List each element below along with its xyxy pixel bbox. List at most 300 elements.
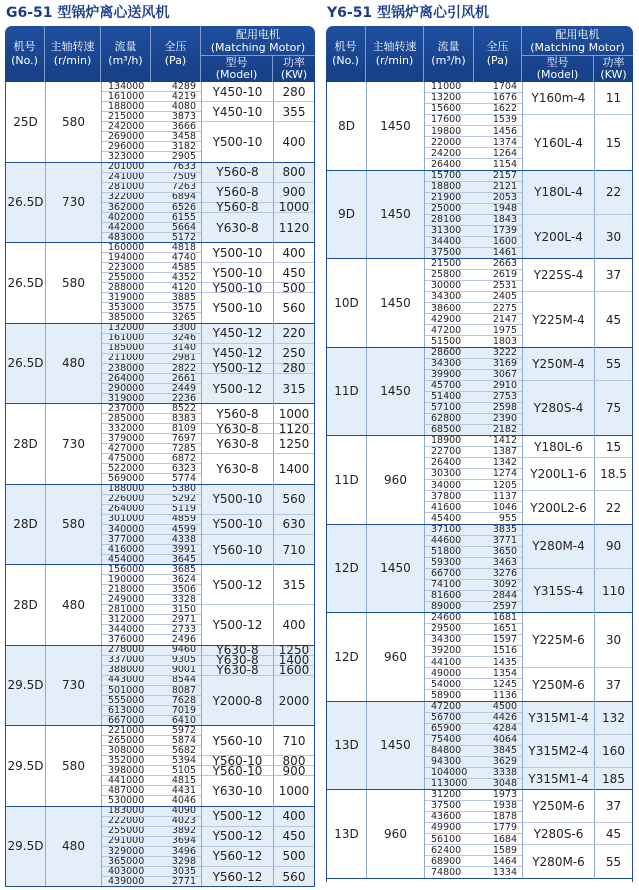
flow-pressure-row [102, 394, 201, 403]
flow-pressure-row [102, 213, 201, 223]
flow-pressure-row [102, 877, 201, 886]
flow-pressure-list [425, 525, 523, 613]
motor-power: 710 [282, 733, 306, 748]
pressure-value: 9001 [171, 665, 196, 676]
flow-value: 62800 [431, 413, 462, 425]
motor-row [523, 823, 632, 845]
flow-value: 15700 [431, 170, 462, 181]
motor-power: 400 [282, 809, 306, 824]
motor-list [202, 324, 314, 404]
flow-value: 323000 [108, 152, 145, 162]
header-motor: 配用电机 (Matching Motor) [522, 26, 633, 56]
pressure-value: 2405 [492, 292, 517, 303]
fan-number: 29.5D [6, 646, 46, 726]
pressure-value: 4090 [171, 806, 196, 817]
pressure-value: 7628 [171, 695, 196, 706]
pressure-value: 6872 [171, 454, 196, 465]
flow-pressure-row [102, 102, 201, 112]
pressure-value: 4352 [171, 273, 196, 283]
motor-power: 15 [605, 439, 622, 454]
pressure-value: 5105 [171, 766, 196, 777]
pressure-value: 2910 [492, 380, 517, 391]
motor-power: 45 [605, 312, 622, 327]
flow-pressure-row [425, 348, 522, 359]
motor-power: 15 [605, 135, 622, 150]
pressure-value: 4740 [171, 253, 196, 263]
pressure-value: 5292 [171, 494, 196, 505]
motor-model: Y630-8 [202, 666, 274, 675]
flow-pressure-row [425, 137, 522, 148]
flow-pressure-row [102, 646, 201, 656]
motor-model: Y315M1-4 [523, 702, 595, 734]
flow-pressure-row [102, 827, 201, 837]
flow-value: 388000 [108, 665, 145, 676]
flow-pressure-row [425, 171, 522, 182]
shaft-speed: 960 [367, 613, 425, 701]
flow-value: 21900 [431, 192, 462, 203]
flow-pressure-row [425, 491, 522, 502]
motor-list [202, 565, 314, 645]
flow-pressure-row [425, 768, 522, 779]
pressure-value: 5774 [171, 474, 196, 484]
flow-value: 51500 [431, 336, 462, 347]
shaft-speed: 580 [46, 726, 102, 806]
motor-row [202, 122, 314, 162]
motor-power: 1000 [278, 784, 310, 799]
motor-model: Y250M-6 [523, 790, 595, 822]
motor-row [523, 790, 632, 823]
flow-value: 66700 [431, 568, 462, 580]
motor-model: Y500-12 [202, 374, 274, 404]
pressure-value: 5380 [171, 484, 196, 495]
pressure-value: 4289 [171, 82, 196, 92]
motor-row [523, 613, 632, 668]
flow-value: 337000 [108, 655, 145, 666]
motor-power: 800 [282, 753, 306, 768]
motor-model: Y500-10 [202, 515, 274, 534]
pressure-value: 3265 [171, 313, 196, 323]
motor-power: 315 [282, 381, 306, 396]
motor-power: 37 [605, 677, 622, 692]
pressure-value: 7019 [171, 705, 196, 716]
flow-value: 377000 [108, 534, 145, 545]
pressure-value: 9305 [171, 655, 196, 666]
flow-pressure-row [102, 525, 201, 535]
pressure-value: 2053 [492, 192, 517, 203]
motor-model: Y160L-4 [523, 115, 595, 170]
motor-list [202, 82, 314, 162]
flow-pressure-row [425, 403, 522, 414]
pressure-value: 3182 [171, 142, 196, 153]
flow-pressure-row [102, 575, 201, 585]
flow-value: 25000 [431, 203, 462, 214]
pressure-value: 4818 [171, 243, 196, 253]
flow-value: 22700 [431, 447, 462, 458]
flow-pressure-row [425, 668, 522, 679]
flow-value: 183000 [108, 806, 145, 817]
panel-title: Y6-51 型锅炉离心引风机 [327, 5, 490, 21]
motor-power: 900 [282, 185, 306, 200]
flow-value: 22000 [431, 137, 462, 148]
pressure-value: 3624 [171, 575, 196, 585]
pressure-value: 3035 [171, 866, 196, 877]
flow-value: 34400 [431, 236, 462, 248]
flow-value: 21500 [431, 259, 462, 270]
pressure-value: 3169 [492, 358, 517, 369]
flow-pressure-row [425, 226, 522, 237]
flow-pressure-row [102, 656, 201, 666]
flow-value: 264000 [108, 504, 145, 515]
pressure-value: 4219 [171, 92, 196, 102]
flow-pressure-row [102, 807, 201, 817]
flow-value: 160000 [108, 243, 145, 253]
pressure-value: 1136 [492, 690, 517, 701]
motor-power: 30 [605, 229, 622, 244]
motor-model: Y500-10 [202, 485, 274, 514]
fan-number: 26.5D [6, 163, 46, 243]
flow-pressure-row [102, 82, 201, 92]
flow-value: 56700 [431, 712, 462, 723]
flow-value: 132000 [108, 323, 145, 334]
motor-list [202, 163, 314, 243]
motor-power: 132 [602, 710, 625, 725]
flow-pressure-list [425, 348, 523, 436]
flow-pressure-row [102, 545, 201, 555]
flow-pressure-list [102, 646, 202, 726]
pressure-value: 3067 [492, 369, 517, 380]
flow-value: 255000 [108, 273, 145, 283]
pressure-value: 2971 [171, 615, 196, 626]
motor-power: 560 [282, 492, 306, 507]
motor-row [523, 115, 632, 170]
flow-value: 51400 [431, 391, 462, 403]
motor-power: 55 [605, 854, 622, 869]
flow-value: 269000 [108, 132, 145, 143]
motor-row [523, 458, 632, 491]
motor-model: Y180L-6 [523, 436, 595, 457]
flow-value: 34000 [431, 480, 462, 491]
pressure-value: 2182 [492, 424, 517, 435]
flow-value: 57100 [431, 402, 462, 414]
flow-value: 45700 [431, 380, 462, 391]
flow-value: 68500 [431, 424, 462, 435]
flow-pressure-row [102, 867, 201, 877]
pressure-value: 4080 [171, 102, 196, 112]
motor-power: 1400 [278, 653, 310, 668]
flow-value: 226000 [108, 494, 145, 505]
pressure-value: 5119 [171, 504, 196, 515]
pressure-value: 4500 [492, 701, 517, 712]
flow-pressure-row [102, 615, 201, 625]
flow-value: 439000 [108, 876, 145, 886]
flow-value: 28600 [431, 347, 462, 358]
pressure-value: 1334 [492, 867, 517, 878]
flow-value: 667000 [108, 715, 145, 725]
flow-value: 47200 [431, 325, 462, 336]
flow-value: 223000 [108, 263, 145, 273]
fan-number: 9D [327, 171, 367, 259]
pressure-value: 1137 [492, 491, 517, 502]
flow-pressure-list [425, 613, 523, 701]
flow-value: 237000 [108, 404, 145, 414]
flow-pressure-row [102, 404, 201, 414]
flow-value: 569000 [108, 474, 145, 484]
flow-value: 362000 [108, 202, 145, 213]
pressure-value: 2531 [492, 281, 517, 292]
flow-pressure-row [425, 359, 522, 370]
pressure-value: 2844 [492, 590, 517, 602]
pressure-value: 3629 [492, 756, 517, 768]
flow-value: 37100 [431, 524, 462, 535]
shaft-speed: 1450 [367, 702, 425, 790]
header-no: 机号 (No.) [326, 26, 366, 82]
flow-value: 487000 [108, 786, 145, 797]
pressure-value: 2597 [492, 601, 517, 612]
motor-row [202, 867, 314, 887]
pressure-value: 1274 [492, 469, 517, 480]
flow-pressure-row [425, 370, 522, 381]
flow-pressure-row [102, 736, 201, 746]
flow-value: 403000 [108, 866, 145, 877]
flow-pressure-list [425, 702, 523, 790]
flow-pressure-row [425, 82, 522, 93]
motor-model: Y200L1-6 [523, 458, 595, 490]
flow-value: 475000 [108, 454, 145, 465]
flow-pressure-list [102, 726, 202, 806]
pressure-value: 3458 [171, 132, 196, 143]
pressure-value: 3276 [492, 568, 517, 580]
flow-value: 161000 [108, 333, 145, 344]
flow-pressure-row [102, 746, 201, 756]
flow-pressure-row [102, 142, 201, 152]
pressure-value: 7633 [171, 162, 196, 173]
pressure-value: 6526 [171, 202, 196, 213]
flow-value: 301000 [108, 514, 145, 525]
motor-power: 500 [282, 280, 306, 295]
pressure-value: 3650 [492, 546, 517, 557]
flow-value: 89000 [431, 601, 462, 612]
flow-pressure-row [425, 690, 522, 700]
motor-row [202, 565, 314, 605]
motor-power: 315 [282, 577, 306, 592]
pressure-value: 1973 [492, 790, 517, 801]
pressure-value: 3092 [492, 579, 517, 591]
pressure-value: 1245 [492, 679, 517, 690]
pressure-value: 5172 [171, 232, 196, 242]
pressure-value: 8109 [171, 424, 196, 434]
motor-row [523, 215, 632, 259]
pressure-value: 1342 [492, 458, 517, 469]
flow-pressure-list [425, 790, 523, 878]
flow-value: 322000 [108, 192, 145, 203]
flow-pressure-row [102, 535, 201, 545]
motor-power: 800 [282, 165, 306, 180]
flow-value: 74800 [431, 867, 462, 878]
flow-value: 308000 [108, 746, 145, 756]
pressure-value: 3771 [492, 535, 517, 546]
pressure-value: 1681 [492, 613, 517, 624]
shaft-speed: 960 [367, 790, 425, 878]
flow-value: 54000 [431, 679, 462, 690]
header-model: 型号 (Model) [201, 56, 273, 82]
flow-pressure-row [102, 273, 201, 283]
fan-number: 29.5D [6, 807, 46, 887]
flow-value: 221000 [108, 726, 145, 736]
fan-group [327, 259, 632, 348]
flow-value: 290000 [108, 383, 145, 394]
flow-value: 39900 [431, 369, 462, 380]
fan-group [6, 404, 314, 485]
flow-pressure-row [425, 447, 522, 458]
flow-pressure-row [102, 364, 201, 374]
motor-model: Y450-10 [202, 82, 274, 101]
pressure-value: 3300 [171, 323, 196, 334]
flow-value: 37800 [431, 491, 462, 502]
flow-value: 613000 [108, 705, 145, 716]
motor-list [523, 702, 632, 790]
motor-row [202, 535, 314, 565]
pressure-value: 3885 [171, 293, 196, 304]
motor-model: Y500-12 [202, 364, 274, 373]
motor-model: Y315S-4 [523, 569, 595, 613]
flow-value: 185000 [108, 343, 145, 354]
table-body [326, 82, 633, 882]
flow-value: 296000 [108, 142, 145, 153]
flow-pressure-row [425, 193, 522, 204]
motor-power: 1120 [278, 220, 310, 235]
motor-row [523, 82, 632, 115]
motor-row [523, 171, 632, 215]
motor-row [202, 663, 314, 678]
motor-list [523, 525, 632, 613]
flow-pressure-list [425, 82, 523, 170]
pressure-value: 1464 [492, 856, 517, 867]
flow-value: 18800 [431, 181, 462, 192]
motor-power: 1000 [278, 406, 310, 421]
flow-value: 13200 [431, 93, 462, 104]
motor-model: Y200L-4 [523, 215, 595, 259]
pressure-value: 2981 [171, 353, 196, 364]
flow-pressure-row [102, 716, 201, 725]
flow-value: 25800 [431, 270, 462, 281]
motor-model: Y500-10 [202, 293, 274, 323]
flow-value: 443000 [108, 675, 145, 686]
panel-title: G6-51 型锅炉离心送风机 [6, 5, 170, 21]
motor-model: Y250M-4 [523, 348, 595, 380]
flow-pressure-row [102, 605, 201, 615]
flow-value: 24200 [431, 148, 462, 159]
pressure-value: 1539 [492, 115, 517, 126]
flow-pressure-row [425, 536, 522, 547]
shaft-speed: 1450 [367, 348, 425, 436]
flow-pressure-row [102, 786, 201, 796]
fan-number: 12D [327, 525, 367, 613]
flow-value: 454000 [108, 554, 145, 564]
motor-row [202, 421, 314, 436]
flow-value: 11000 [431, 82, 462, 93]
flow-pressure-row [102, 283, 201, 293]
motor-model: Y2000-8 [202, 676, 274, 726]
flow-pressure-row [425, 270, 522, 281]
motor-row [523, 525, 632, 569]
flow-value: 24600 [431, 613, 462, 624]
motor-row [202, 676, 314, 726]
flow-pressure-row [102, 766, 201, 776]
motor-row [202, 280, 314, 295]
shaft-speed: 730 [46, 646, 102, 726]
flow-value: 281000 [108, 605, 145, 616]
flow-pressure-row [102, 474, 201, 483]
header-speed: 主轴转速 (r/min) [366, 26, 424, 82]
motor-row [202, 82, 314, 102]
motor-row [202, 807, 314, 827]
pressure-value: 1374 [492, 137, 517, 148]
pressure-value: 5874 [171, 736, 196, 746]
pressure-value: 2905 [171, 152, 196, 162]
flow-value: 249000 [108, 595, 145, 605]
header-pressure: 全压 (Pa) [474, 26, 522, 82]
pressure-value: 3685 [171, 565, 196, 575]
pressure-value: 3496 [171, 846, 196, 857]
flow-pressure-row [425, 679, 522, 690]
flow-value: 81600 [431, 590, 462, 602]
flow-pressure-row [425, 713, 522, 724]
pressure-value: 2496 [171, 635, 196, 645]
motor-model: Y560-10 [202, 756, 274, 765]
pressure-value: 3338 [492, 767, 517, 779]
fan-group [327, 171, 632, 260]
flow-value: 416000 [108, 544, 145, 555]
flow-pressure-row [425, 414, 522, 425]
pressure-value: 1938 [492, 801, 517, 812]
pressure-value: 1264 [492, 148, 517, 159]
motor-power: 280 [282, 361, 306, 376]
motor-power: 400 [282, 135, 306, 150]
flow-pressure-row [102, 495, 201, 505]
pressure-value: 1704 [492, 82, 517, 93]
flow-value: 68900 [431, 856, 462, 867]
flow-pressure-row [102, 625, 201, 635]
flow-pressure-row [102, 726, 201, 736]
pressure-value: 6410 [171, 715, 196, 725]
flow-pressure-row [425, 480, 522, 491]
flow-pressure-row [425, 237, 522, 248]
header-motor: 配用电机 (Matching Motor) [201, 26, 315, 56]
header-pressure: 全压 (Pa) [151, 26, 201, 82]
flow-pressure-list [102, 565, 202, 645]
flow-pressure-row [102, 464, 201, 474]
flow-value: 288000 [108, 283, 145, 294]
motor-list [523, 613, 632, 701]
pressure-value: 2822 [171, 363, 196, 374]
flow-pressure-row [102, 263, 201, 273]
motor-model: Y500-10 [202, 263, 274, 282]
pressure-value: 3328 [171, 595, 196, 605]
flow-pressure-row [102, 434, 201, 444]
motor-model: Y630-8 [202, 424, 274, 433]
flow-value: 28100 [431, 214, 462, 226]
motor-model: Y225M-6 [523, 613, 595, 667]
pressure-value: 3140 [171, 343, 196, 354]
flow-pressure-row [425, 602, 522, 612]
motor-model: Y560-12 [202, 847, 274, 866]
pressure-value: 4120 [171, 283, 196, 294]
motor-power: 710 [282, 542, 306, 557]
flow-pressure-row [102, 354, 201, 364]
pressure-value: 2275 [492, 303, 517, 314]
motor-power: 1250 [278, 643, 310, 658]
motor-row [202, 827, 314, 847]
